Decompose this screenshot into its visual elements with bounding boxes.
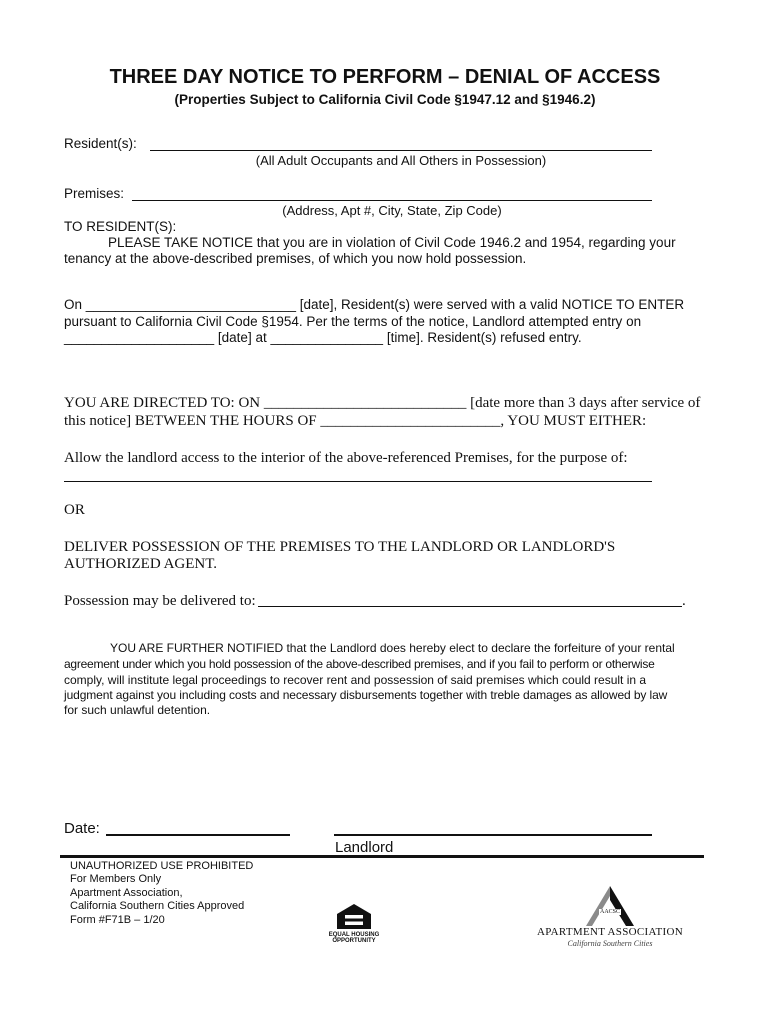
further-notice-line-2: agreement under which you hold possession of the above-described premises, and if you fail to perform or otherwise [64,657,655,671]
premises-label: Premises: [64,186,125,201]
further-notice-line-1: YOU ARE FURTHER NOTIFIED that the Landlord does hereby elect to declare the forfeiture of your rental [110,641,675,655]
service-line-1: On ____________________________ [date], Resident(s) were served with a valid NOTICE TO ENTER [64,297,685,312]
service-line-2: pursuant to California Civil Code §1954. Per the terms of the notice, Landlord attempted entry on [64,314,642,329]
landlord-signature-line[interactable] [334,834,652,836]
premises-caption: (Address, Apt #, City, State, Zip Code) [282,203,502,218]
aa-badge-text: AACSC [599,909,620,915]
date-label: Date: [64,820,100,837]
equal-housing-icon [328,902,380,930]
footer-line: Form #F71B – 1/20 [70,913,165,926]
footer-line: UNAUTHORIZED USE PROHIBITED [70,860,254,872]
footer-notes [70,860,253,927]
possession-line[interactable] [258,606,682,607]
aa-subtitle-text: California Southern Cities [567,939,653,948]
equal-housing-logo [328,902,380,944]
notice-paragraph-line-2: tenancy at the above-described premises, of which you now hold possession. [64,251,527,266]
deliver-line-2: AUTHORIZED AGENT. [64,556,218,572]
deliver-line-1: DELIVER POSSESSION OF THE PREMISES TO THE LANDLORD OR LANDLORD'S [64,539,616,555]
further-notice-line-5: for such unlawful detention. [64,703,211,717]
further-notice-line-3: comply, will institute legal proceedings to recover rent and possession of said premises which could result in a [64,673,647,687]
service-line-3: ____________________ [date] at _______________ [time]. Resident(s) refused entry. [64,330,582,345]
apartment-association-logo [530,882,690,952]
further-notice-line-4: judgment against you including costs and necessary disbursements together with treble damages as allowed by law [64,688,668,702]
resident-caption: (All Adult Occupants and All Others in Possession) [255,153,547,168]
footer-line: For Members Only [70,873,162,886]
aa-name-text: APARTMENT ASSOCIATION [537,926,683,938]
footer-line: Apartment Association, [70,886,183,899]
document-subtitle: (Properties Subject to California Civil Code §1947.12 and §1946.2) [174,92,596,107]
apartment-association-mark-icon [530,882,690,930]
footer-line: California Southern Cities Approved [70,900,245,913]
resident-line[interactable] [150,150,652,151]
directed-line-1: YOU ARE DIRECTED TO: ON ___________________________ [date more than 3 days after service of [64,395,701,411]
footer-divider [60,855,704,858]
landlord-label: Landlord [335,839,394,856]
resident-label: Resident(s): [64,136,137,151]
notice-paragraph-line-1: PLEASE TAKE NOTICE that you are in violation of Civil Code 1946.2 and 1954, regarding your [108,235,676,250]
to-residents-heading: TO RESIDENT(S): [64,219,177,234]
directed-line-2: this notice] BETWEEN THE HOURS OF ________________________, YOU MUST EITHER: [64,413,647,429]
possession-period: . [682,593,686,609]
or-text: OR [64,502,85,518]
allow-access-text: Allow the landlord access to the interior of the above-referenced Premises, for the purpose of: [64,450,628,466]
equal-housing-text-1: EQUAL HOUSING [328,932,380,938]
equal-housing-text-2: OPPORTUNITY [332,938,376,944]
premises-line[interactable] [132,200,652,201]
possession-label: Possession may be delivered to: [64,593,256,609]
document-title: THREE DAY NOTICE TO PERFORM – DENIAL OF ACCESS [109,66,661,88]
purpose-line[interactable] [64,481,652,482]
date-signature-line[interactable] [106,834,290,836]
